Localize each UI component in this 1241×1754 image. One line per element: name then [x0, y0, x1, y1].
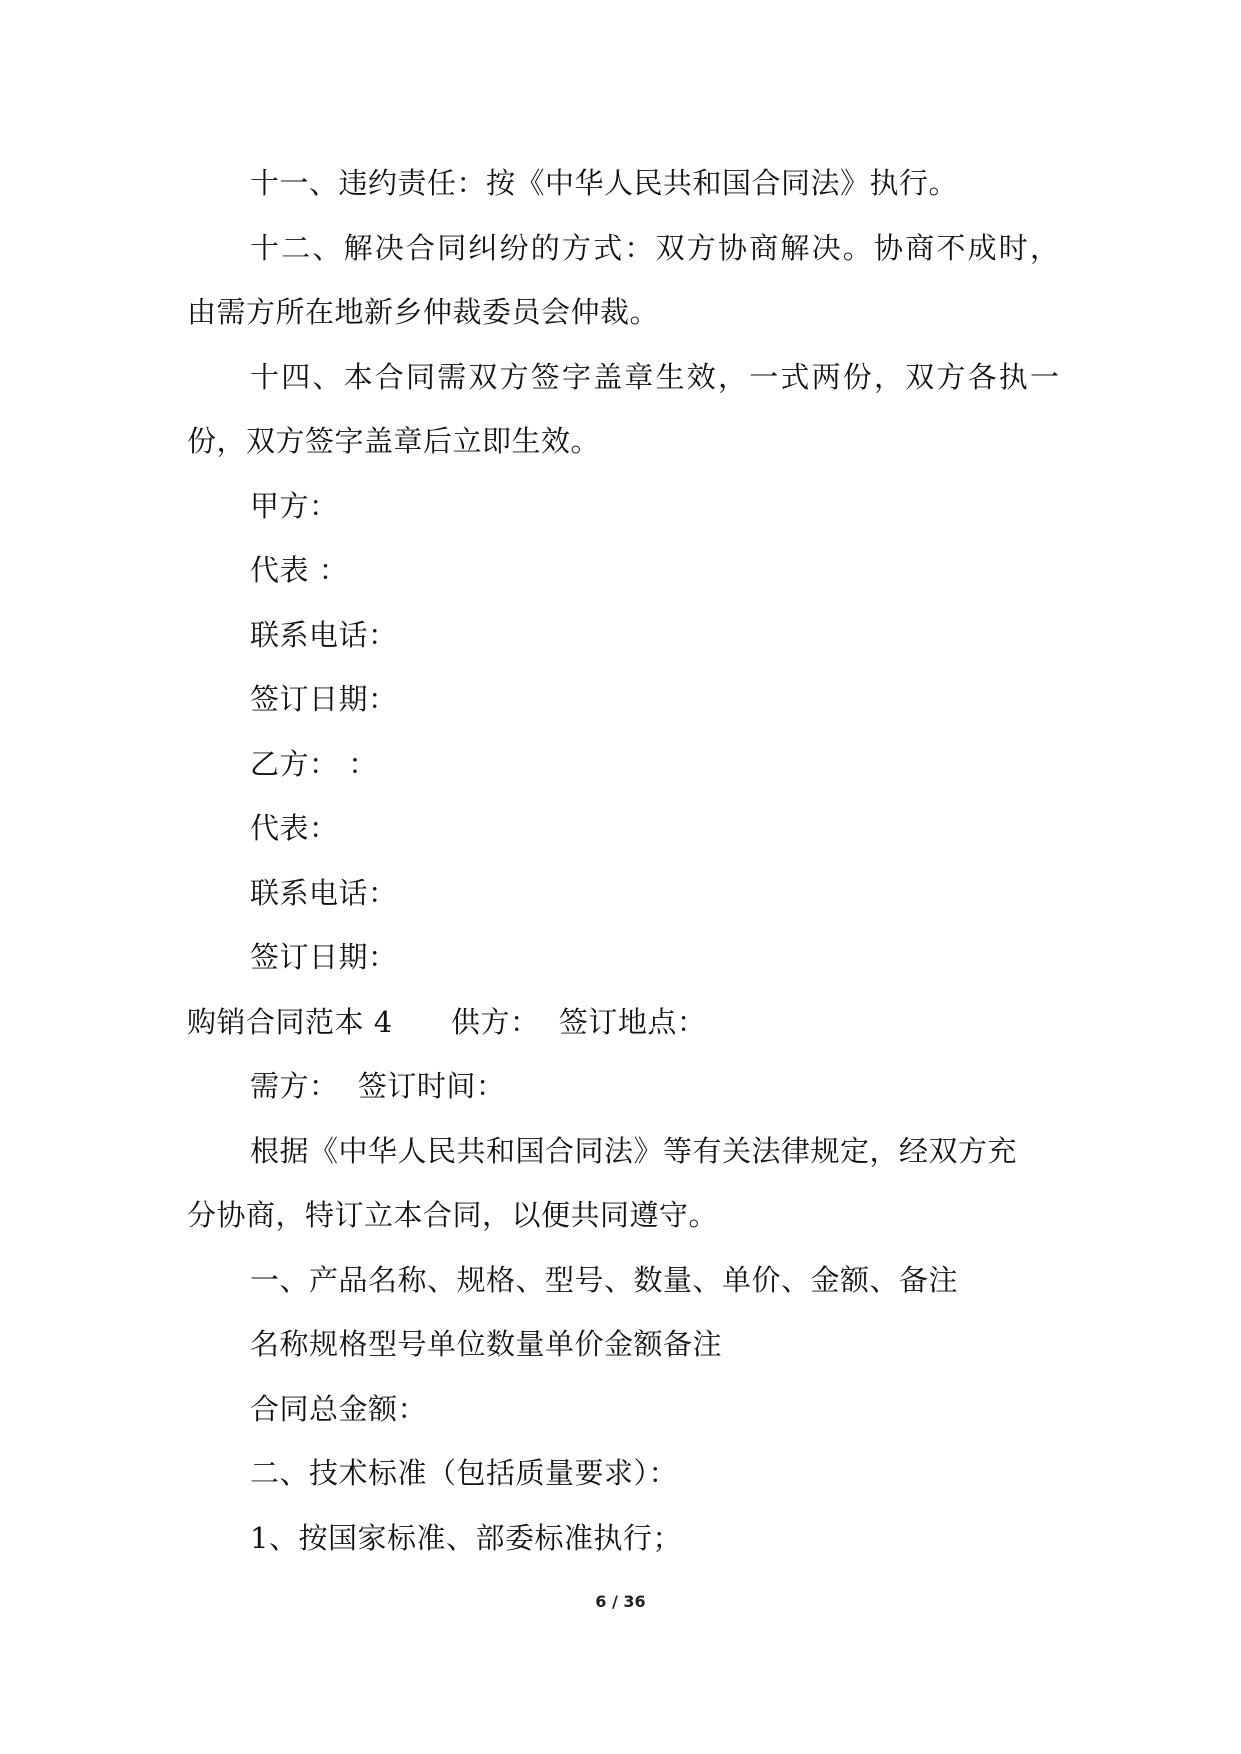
buyer-sign-time: 需方： 签订时间：	[250, 1069, 506, 1103]
clause-12-dispute-resolution-cont: 由需方所在地新乡仲裁委员会仲裁。	[187, 295, 660, 329]
party-b-representative: 代表：	[250, 811, 339, 845]
party-a-sign-date: 签订日期：	[250, 682, 398, 716]
party-a-representative: 代表 ：	[250, 553, 349, 587]
preamble: 根据《中华人民共和国合同法》等有关法律规定，经双方充	[250, 1134, 1018, 1168]
party-b-label: 乙方： ：	[250, 747, 378, 781]
clause-14-effectiveness: 十四、本合同需双方签字盖章生效，一式两份，双方各执一	[250, 360, 1062, 394]
party-b-sign-date: 签订日期：	[250, 940, 398, 974]
technical-standard-item-1: 1、按国家标准、部委标准执行；	[250, 1521, 682, 1555]
section-1-product-heading: 一、产品名称、规格、型号、数量、单价、金额、备注	[250, 1263, 959, 1297]
party-b-phone: 联系电话：	[250, 876, 398, 910]
contract-template-4-heading: 购销合同范本 4 供方： 签订地点：	[187, 1005, 707, 1039]
product-table-columns: 名称规格型号单位数量单价金额备注	[250, 1327, 723, 1361]
contract-total-amount: 合同总金额：	[250, 1392, 428, 1426]
clause-14-effectiveness-cont: 份，双方签字盖章后立即生效。	[187, 424, 601, 458]
clause-11-breach-liability: 十一、违约责任：按《中华人民共和国合同法》执行。	[250, 166, 959, 200]
preamble-cont: 分协商，特订立本合同，以便共同遵守。	[187, 1198, 719, 1232]
page-number: 6 / 36	[595, 1592, 646, 1611]
clause-12-dispute-resolution: 十二、解决合同纠纷的方式：双方协商解决。协商不成时，	[250, 231, 1062, 265]
party-a-phone: 联系电话：	[250, 618, 398, 652]
section-2-technical-standard: 二、技术标准（包括质量要求）：	[250, 1456, 679, 1490]
party-a-label: 甲方：	[250, 489, 339, 523]
